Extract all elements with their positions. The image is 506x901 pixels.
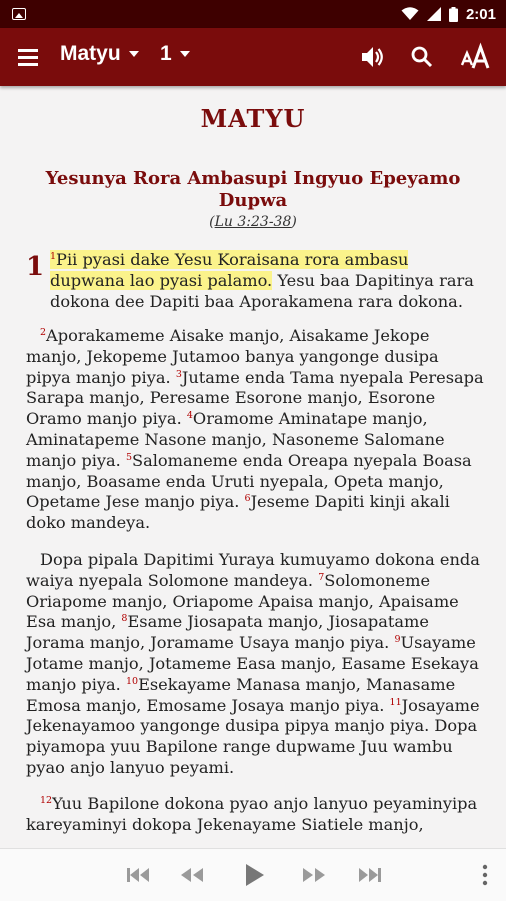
paragraph-4 xyxy=(26,794,484,836)
paragraph-1 xyxy=(50,250,484,312)
paragraph-3 xyxy=(26,550,484,779)
book-title: MATYU xyxy=(200,104,306,133)
rewind-icon[interactable] xyxy=(178,863,206,887)
book-name: Matyu xyxy=(60,42,121,65)
status-time: 2:01 xyxy=(465,5,496,23)
verse-number: 5 xyxy=(125,451,133,463)
chapter-selector[interactable] xyxy=(160,42,190,66)
verse-number: 10 xyxy=(125,675,139,687)
verse-2-text[interactable]: Aporakameme Aisake manjo, Aisakame Jekope manjo, Jekopeme Jutamoo banya yangonge dusipa pipya manjo piya. xyxy=(26,326,439,387)
verse-number: 11 xyxy=(389,696,402,708)
verse-9-text[interactable]: Usayame Jotame manjo, Jotameme Easa manjo, Easame Esekaya manjo piya. xyxy=(26,633,479,694)
wifi-icon xyxy=(401,7,419,21)
verse-4-text[interactable]: Oramome Aminatape manjo, Aminatapeme Nasone manjo, Nasoneme Salomane manjo piya. xyxy=(26,409,445,470)
volume-icon[interactable] xyxy=(357,42,387,72)
skip-previous-icon[interactable] xyxy=(124,863,152,887)
status-right xyxy=(401,0,496,28)
signal-icon xyxy=(427,7,441,21)
verse-number: 1 xyxy=(50,251,57,262)
more-vert-icon[interactable] xyxy=(478,863,492,887)
verse-number: 9 xyxy=(394,634,401,646)
section-heading: Yesunya Rora Ambasupi Ingyuo Epeyamo Dupwa xyxy=(45,168,461,211)
chapter-dropdown-icon xyxy=(180,51,190,57)
status-bar xyxy=(0,0,506,28)
chapter-number: 1 xyxy=(160,42,172,65)
skip-next-icon[interactable] xyxy=(356,863,384,887)
verse-11-text[interactable]: Josayame Jekenayamoo yangonge dusipa pipya manjo piya. Dopa piyamopa yuu Bapilone range dupwame Juu wambu pyao anjo lanyuo peyami. xyxy=(26,695,480,777)
verse-1-text[interactable]: Yesu baa Dapitinya rara dokona dee Dapiti baa Aporakamena rara dokona. xyxy=(50,270,474,311)
verse-10-text[interactable]: Esekayame Manasa manjo, Manasame Emosa manjo, Emosame Josaya manjo piya. xyxy=(26,674,456,715)
verse-6b-text[interactable]: Dopa pipala Dapitimi Yuraya kumuyamo dokona enda waiya nyepala Solomone mandeya. xyxy=(26,550,480,590)
audio-player-bar xyxy=(0,848,506,901)
verse-8-text[interactable]: Esame Jiosapata manjo, Jiosapatame Jorama manjo, Joramame Usaya manjo piya. xyxy=(26,612,429,653)
image-notification-icon xyxy=(12,8,26,20)
play-icon[interactable] xyxy=(240,863,268,887)
search-icon[interactable] xyxy=(407,42,437,72)
verse-3-text[interactable]: Jutame enda Tama nyepala Peresapa Sarapa manjo, Peresame Esorone manjo, Esorone Oramo manjo piya. xyxy=(26,367,484,429)
book-selector[interactable] xyxy=(60,42,139,66)
verse-6-text[interactable]: Jeseme Dapiti kinji akali doko mandeya. xyxy=(26,492,450,533)
paragraph-2 xyxy=(26,326,484,534)
verse-number: 6 xyxy=(244,493,251,505)
text-size-icon[interactable] xyxy=(460,42,494,72)
fast-forward-icon[interactable] xyxy=(300,863,328,887)
cross-reference[interactable]: (Lu 3:23-38) xyxy=(209,214,297,230)
menu-icon[interactable] xyxy=(16,46,40,68)
verse-5-text[interactable]: Salomaneme enda Oreapa nyepala Boasa manjo, Boasame enda Uruti nyepala, Opeta manjo, Opetame Jese manjo piya. xyxy=(26,450,472,512)
verse-number: 4 xyxy=(186,410,193,422)
chapter-drop-number: 1 xyxy=(26,252,45,282)
battery-icon xyxy=(449,7,458,22)
book-dropdown-icon xyxy=(129,51,139,57)
verse-7-text[interactable]: Solomoneme Oriapome manjo, Oriapome Apaisa manjo, Apaisame Esa manjo, xyxy=(26,570,459,632)
verse-number: 8 xyxy=(121,613,128,625)
verse-1-highlight[interactable]: $^1$Pii pyasi dake Yesu Koraisana rora ambasu dupwana lao pyasi palamo. xyxy=(50,250,409,290)
verse-number: 12 xyxy=(40,795,53,806)
verse-number: 7 xyxy=(318,571,325,583)
verse-number: 2 xyxy=(40,327,47,338)
app-bar xyxy=(0,28,506,86)
scripture-content[interactable] xyxy=(0,86,506,848)
verse-12-text[interactable]: Yuu Bapilone dokona pyao anjo lanyuo peyaminyipa kareyaminyi dokopa Jekenayame Siatiele manjo, xyxy=(26,794,478,834)
verse-number: 3 xyxy=(175,368,182,380)
